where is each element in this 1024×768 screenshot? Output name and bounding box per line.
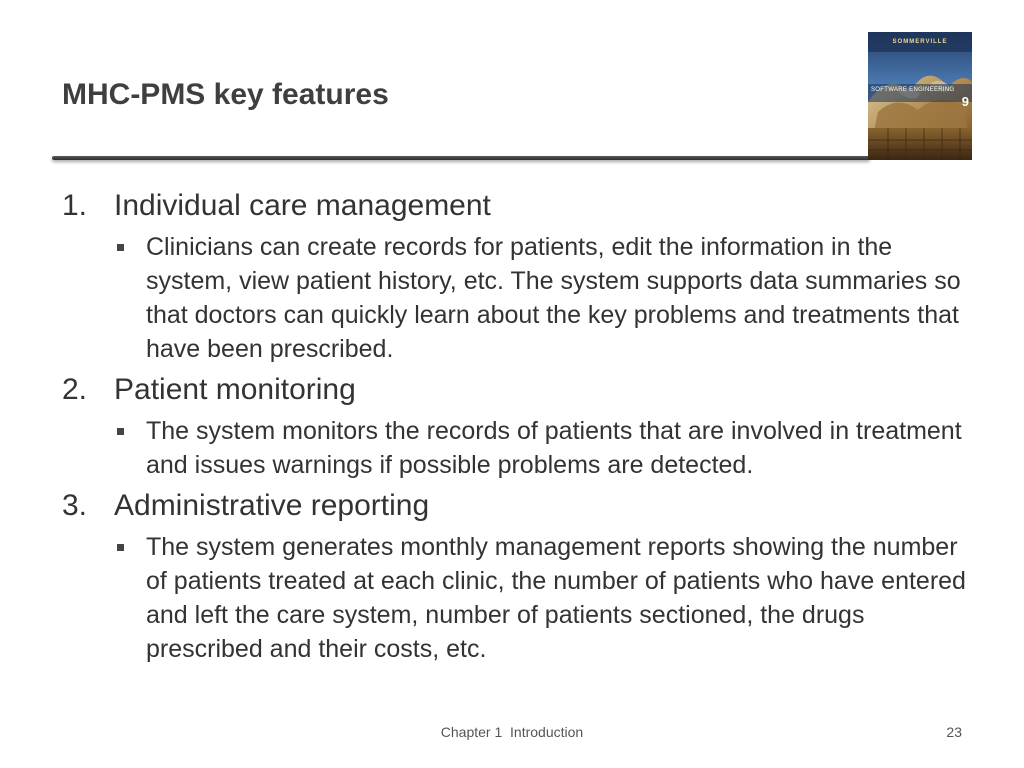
book-cover-image — [868, 32, 972, 160]
slide-title: MHC-PMS key features — [62, 78, 389, 111]
feature-item — [62, 186, 982, 366]
feature-detail — [114, 414, 982, 482]
feature-heading — [62, 186, 982, 226]
slide-content — [62, 186, 982, 670]
square-bullet-icon — [114, 230, 146, 366]
square-bullet-icon — [114, 530, 146, 666]
footer-page-number: 23 — [946, 724, 962, 740]
feature-detail-text: The system monitors the records of patients that are involved in treatment and issues warnings if possible problems are detected. — [146, 417, 962, 479]
feature-detail-text: The system generates monthly management reports showing the number of patients treated at each clinic, the number of patients who have entered and left the care system, number of patients sectioned, the drugs prescribed and their costs, etc. — [146, 533, 966, 663]
feature-number: 3. — [62, 489, 88, 522]
book-edition: 9 — [961, 94, 969, 109]
feature-title: Patient monitoring — [114, 373, 356, 406]
feature-heading — [62, 486, 982, 526]
feature-detail — [114, 230, 982, 366]
feature-number: 2. — [62, 373, 88, 406]
feature-detail — [114, 530, 982, 666]
feature-title: Individual care management — [114, 189, 491, 222]
footer-chapter: Chapter 1 Introduction — [440, 724, 584, 740]
book-author: SOMMERVILLE — [892, 39, 948, 45]
feature-detail-text: Clinicians can create records for patients, edit the information in the system, view patient history, etc. The system supports data summaries so that doctors can quickly learn about the key problems and treatments that have been prescribed. — [146, 233, 961, 363]
feature-title: Administrative reporting — [114, 489, 430, 522]
square-bullet-icon — [114, 414, 146, 482]
feature-item — [62, 486, 982, 666]
book-title: SOFTWARE ENGINEERING — [871, 87, 955, 93]
feature-item — [62, 370, 982, 482]
feature-number: 1. — [62, 189, 88, 222]
title-divider — [52, 156, 870, 160]
book-cover-illustration — [868, 32, 972, 160]
feature-heading — [62, 370, 982, 410]
